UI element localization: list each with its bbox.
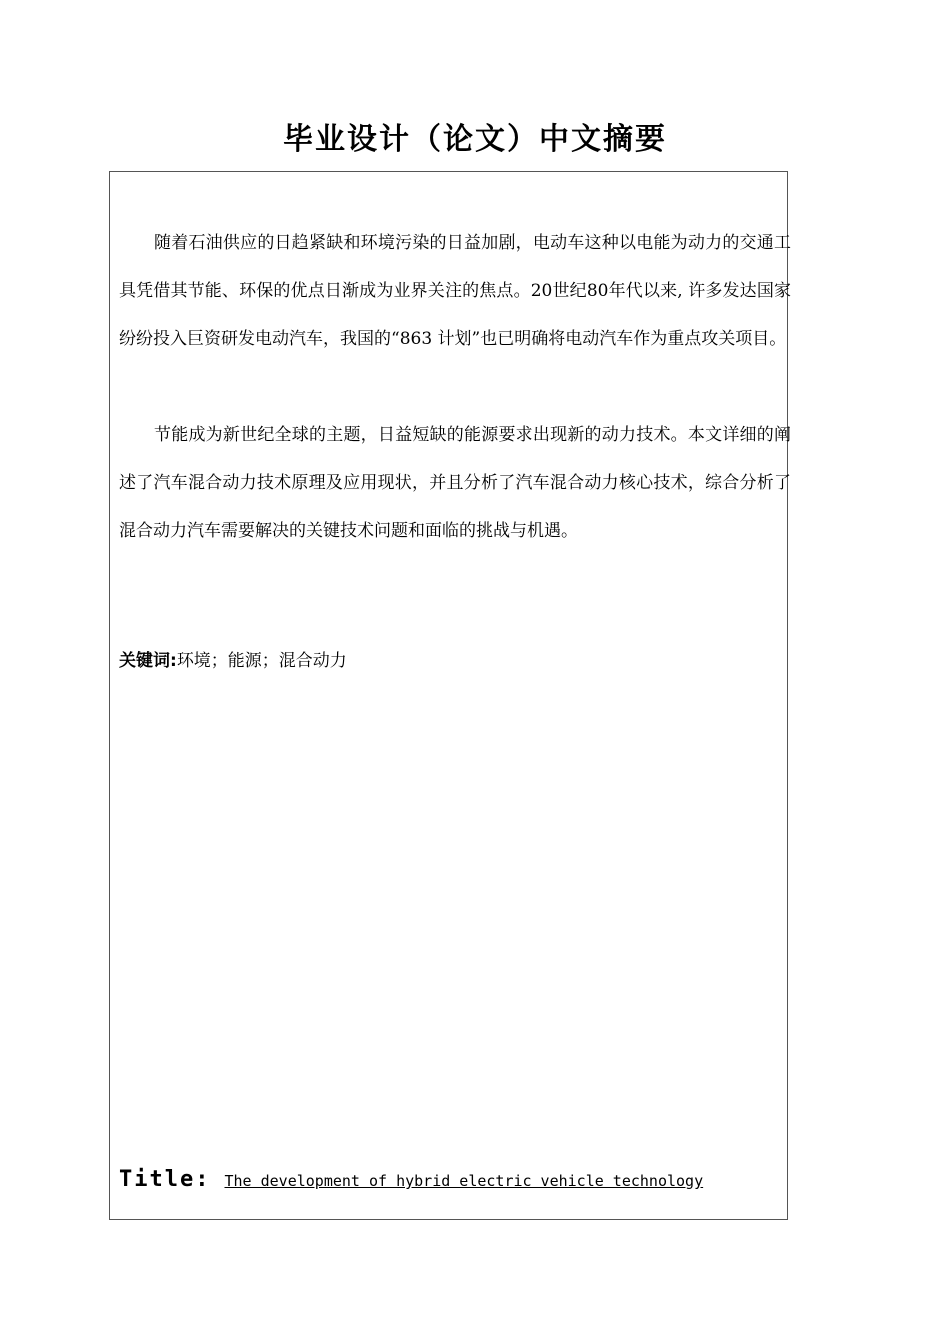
keywords-value: 环境；能源；混合动力 [176, 651, 347, 671]
keywords-label: 关键词: [119, 651, 177, 671]
keywords-line [119, 647, 347, 675]
english-title-line [119, 1164, 703, 1197]
english-title-label: Title: [119, 1167, 211, 1192]
abstract-box [109, 171, 791, 1220]
abstract-paragraph-1: 随着石油供应的日趋紧缺和环境污染的日益加剧，电动车这种以电能为动力的交通工具凭借其节能、环保的优点日渐成为业界关注的焦点。20世纪80年代以来, 许多发达国家纷纷投入巨资研发电动汽车，我国的“863 计划”也已明确将电动汽车作为重点攻关项目。 [119, 233, 791, 349]
page-title: 毕业设计（论文）中文摘要 [283, 122, 667, 157]
abstract-paragraph-2: 节能成为新世纪全球的主题，日益短缺的能源要求出现新的动力技术。本文详细的阐述了汽车混合动力技术原理及应用现状，并且分析了汽车混合动力核心技术，综合分析了混合动力汽车需要解决的关键技术问题和面临的挑战与机遇。 [119, 425, 791, 541]
english-title-value: The development of hybrid electric vehicle technology [224, 1172, 704, 1190]
